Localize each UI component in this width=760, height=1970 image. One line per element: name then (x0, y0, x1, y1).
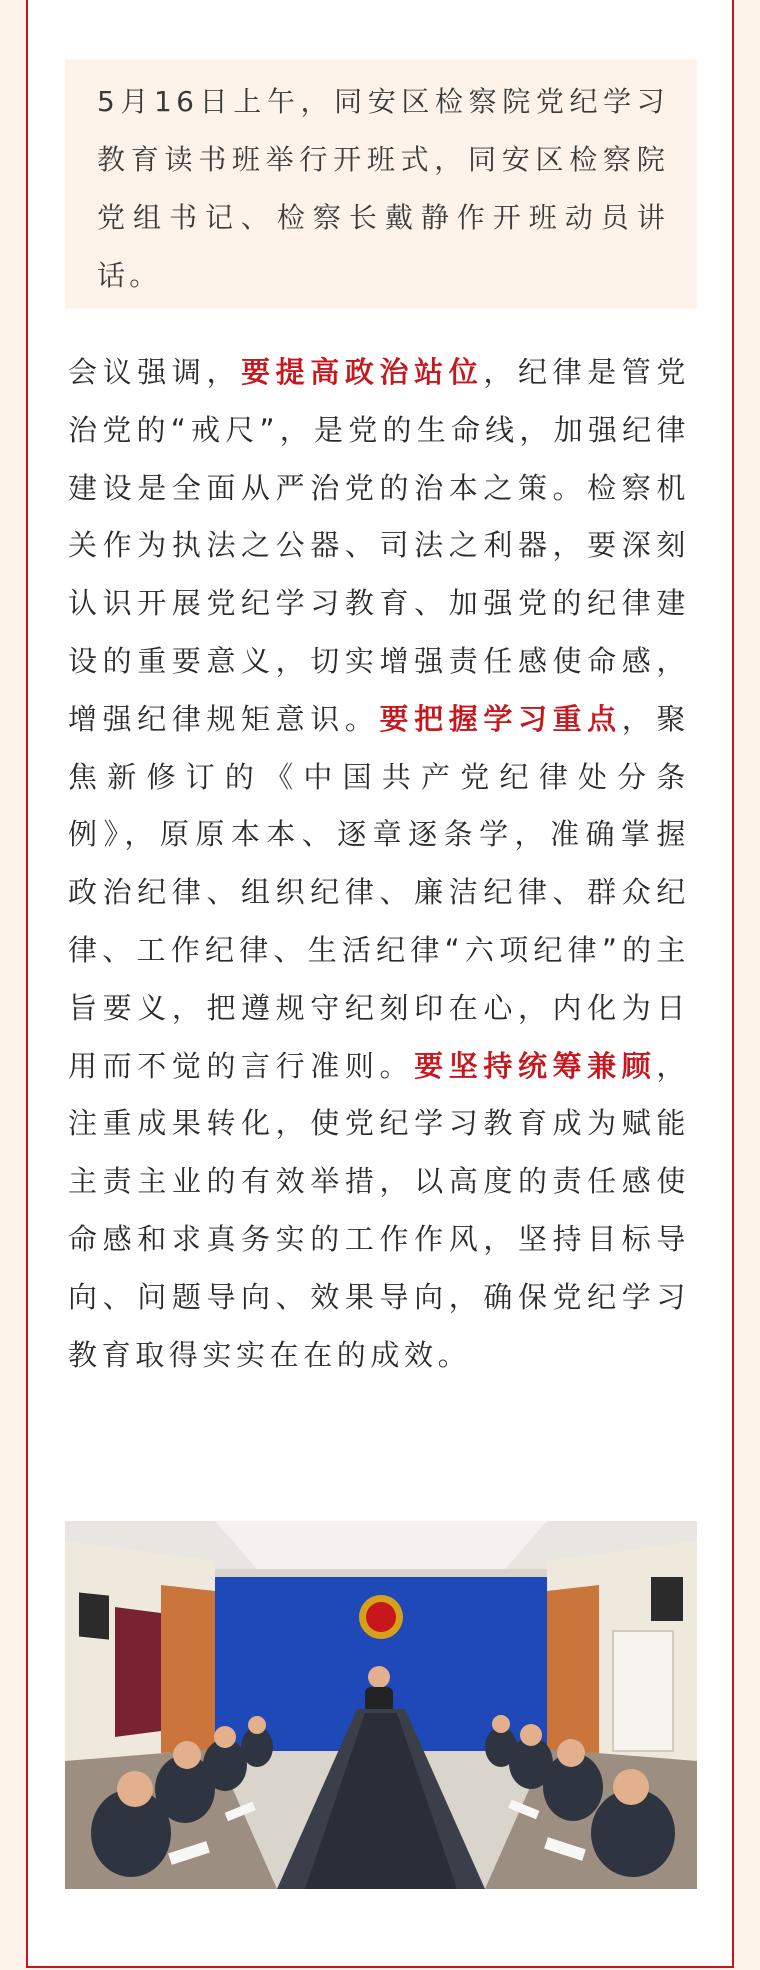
article-frame (26, 0, 734, 1968)
highlight-political-stance: 要提高政治站位 (241, 355, 484, 389)
text-segment: ，纪律是管党治党的“戒尺”，是党的生命线，加强纪律建设是全面从严治党的治本之策。检察机关作为执法之公器、司法之利器，要深刻认识开展党纪学习教育、加强党的纪律建设的重要意义，切实增强责任感使命感，增强纪律规矩意识。 (68, 355, 690, 736)
caption-text: 5月16日上午，同安区检察院党纪学习教育读书班举行开班式，同安区检察院党组书记、检察长戴静作开班动员讲话。 (97, 85, 669, 292)
text-segment: ，聚焦新修订的《中国共产党纪律处分条例》，原原本本、逐章逐条学，准确掌握政治纪律、组织纪律、廉洁纪律、群众纪律、工作纪律、生活纪律“六项纪律”的主旨要义，把遵规守纪刻印在心，内化为日用而不觉的言行准则。 (68, 701, 690, 1083)
meeting-room-illustration (65, 1521, 697, 1889)
text-segment: 会议强调， (68, 355, 242, 389)
text-segment: ，注重成果转化，使党纪学习教育成为赋能主责主业的有效举措，以高度的责任感使命感和求真务实的工作作风，坚持目标导向、问题导向、效果导向，确保党纪学习教育取得实实在在的成效。 (68, 1048, 690, 1372)
highlight-study-focus: 要把握学习重点 (379, 701, 622, 736)
article-paragraph (68, 344, 690, 1384)
meeting-photo (65, 1521, 697, 1889)
caption-box (65, 59, 697, 309)
highlight-overall-planning: 要坚持统筹兼顾 (414, 1048, 657, 1083)
